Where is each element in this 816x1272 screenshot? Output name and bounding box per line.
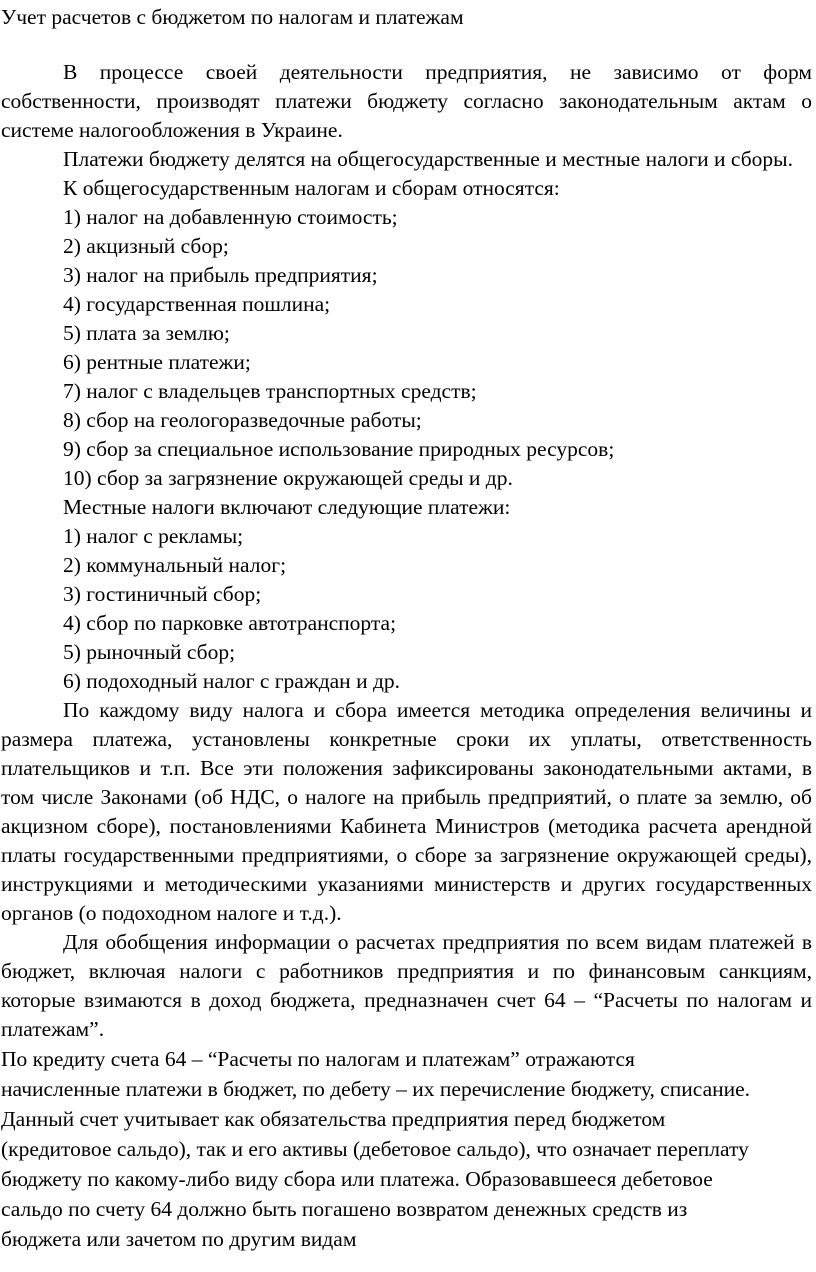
list-item: 5) плата за землю; [63,321,230,345]
list-item: 2) коммунальный налог; [63,553,287,577]
list-item: 5) рыночный сбор; [63,640,236,664]
list-item: 9) сбор за специальное использование природных ресурсов; [63,437,615,461]
list-item: 6) подоходный налог с граждан и др. [63,669,401,693]
list-item: 10) сбор за загрязнение окружающей среды и др. [63,466,513,490]
document-title: Учет расчетов с бюджетом по налогам и платежам [1,5,464,29]
credit-debit-paragraph: По кредиту счета 64 – “Расчеты по налогам и платежам” отражаются начисленные платежи в бюджет, по дебету – их перечисление бюджету, списание. Данный счет учитывает как обязательства предприятия перед бюджетом (кредитовое сальдо), так и его активы (дебетовое сальдо), что означает переплату бюджету по какому-либо виду сбора или платежа. Образовавшееся дебетовое сальдо по счету 64 должно быть погашено возвратом денежных средств из бюджета или зачетом по другим видам [1,1047,751,1251]
list-item: 1) налог с рекламы; [63,524,244,548]
list-item: 4) государственная пошлина; [63,292,331,316]
account-paragraph: Для обобщения информации о расчетах предприятия по всем видам платежей в бюджет, включая налоги с работников предприятия и по финансовым санкциям, которые взимаются в доход бюджета, предназначен счет 64 – “Расчеты по налогам и платежам”. [1,930,812,1041]
list-item: 8) сбор на геологоразведочные работы; [63,408,422,432]
division-paragraph: Платежи бюджету делятся на общегосударственные и местные налоги и сборы. [63,147,793,171]
document-body [1,58,812,1254]
list-item: 1) налог на добавленную стоимость; [63,205,398,229]
national-taxes-heading: К общегосударственным налогам и сборам относятся: [63,176,560,200]
list-item: 7) налог с владельцев транспортных средств; [63,379,477,403]
local-taxes-list [1,522,812,696]
national-taxes-list [1,203,812,493]
list-item: 2) акцизный сбор; [63,234,229,258]
local-taxes-heading: Местные налоги включают следующие платежи: [63,495,511,519]
intro-paragraph: В процессе своей деятельности предприятия, не зависимо от форм собственности, производят платежи бюджету согласно законодательным актам о системе налогообложения в Украине. [1,60,812,142]
methodology-paragraph: По каждому виду налога и сбора имеется методика определения величины и размера платежа, установлены конкретные сроки их уплаты, ответственность плательщиков и т.п. Все эти положения зафиксированы законодательными актами, в том числе Законами (об НДС, о налоге на прибыль предприятий, о плате за землю, об акцизном сборе), постановлениями Кабинета Министров (методика расчета арендной платы государственными предприятиями, о сборе за загрязнение окружающей среды), инструкциями и методическими указаниями министерств и других государственных органов (о подоходном налоге и т.д.). [1,698,812,925]
list-item: 3) гостиничный сбор; [63,582,262,606]
list-item: 3) налог на прибыль предприятия; [63,263,378,287]
list-item: 4) сбор по парковке автотранспорта; [63,611,397,635]
list-item: 6) рентные платежи; [63,350,251,374]
